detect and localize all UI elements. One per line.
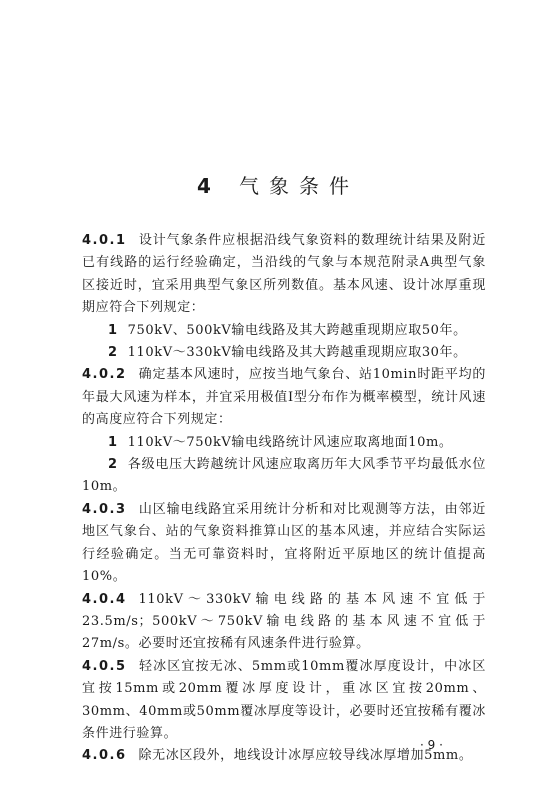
item-text: 110kV～330kV输电线路及其大跨越重现期应取30年。 — [127, 345, 467, 361]
clause — [82, 499, 486, 589]
clause-number: 4.0.5 — [82, 658, 127, 674]
clause-text: 除无冰区段外，地线设计冰厚应较导线冰厚增加5mm。 — [138, 748, 473, 764]
clause-number: 4.0.6 — [82, 748, 127, 764]
clause-text: 确定基本风速时，应按当地气象台、站10min时距平均的年最大风速为样本，并宜采用极值Ⅰ型分布作为概率模型，统计风速的高度应符合下列规定： — [82, 367, 486, 428]
clause-number: 4.0.1 — [82, 233, 127, 248]
chapter-title — [0, 170, 556, 199]
clause — [82, 656, 486, 746]
item-text: 110kV～750kV输电线路统计风速应取离地面10m。 — [127, 434, 453, 450]
chapter-title-text: 气象条件 — [238, 174, 359, 198]
item-number: 1 — [108, 322, 118, 338]
clause-number: 4.0.2 — [82, 367, 127, 383]
chapter-number: 4 — [197, 174, 221, 198]
clause-item — [82, 432, 486, 454]
item-number: 2 — [108, 345, 118, 361]
clause-item — [82, 454, 486, 499]
clause — [82, 364, 486, 431]
clause-text: 设计气象条件应根据沿线气象资料的数理统计结果及附近已有线路的运行经验确定，当沿线的气象与本规范附录A典型气象区接近时，宜采用典型气象区所列数值。基本风速、设计冰厚重现期应符合下列规定： — [82, 233, 486, 316]
clause-text: 110kV～330kV输电线路的基本风速不宜低于23.5m/s；500kV～750kV输电线路的基本风速不宜低于27m/s。必要时还宜按稀有风速条件进行验算。 — [82, 591, 486, 652]
clause-number: 4.0.4 — [82, 591, 127, 607]
clause-item — [82, 320, 486, 342]
page-number: · 9 · — [420, 738, 443, 752]
clause-number: 4.0.3 — [82, 501, 127, 517]
item-text: 750kV、500kV输电线路及其大跨越重现期应取50年。 — [127, 322, 467, 338]
clause-item — [82, 342, 486, 364]
item-text: 各级电压大跨越统计风速应取离历年大风季节平均最低水位10m。 — [82, 457, 486, 495]
clause — [82, 589, 486, 656]
clause-text: 轻冰区宜按无冰、5mm或10mm覆冰厚度设计，中冰区宜按15mm或20mm覆冰厚度设计，重冰区宜按20mm、30mm、40mm或50mm覆冰厚度等设计，必要时还宜按稀有覆冰条件进行验算。 — [82, 658, 486, 741]
body-text — [82, 230, 486, 768]
item-number: 1 — [108, 434, 118, 450]
clause-text: 山区输电线路宜采用统计分析和对比观测等方法，由邻近地区气象台、站的气象资料推算山区的基本风速，并应结合实际运行经验确定。当无可靠资料时，宜将附近平原地区的统计值提高10%。 — [82, 501, 486, 585]
clause — [82, 230, 486, 320]
item-number: 2 — [108, 457, 118, 473]
